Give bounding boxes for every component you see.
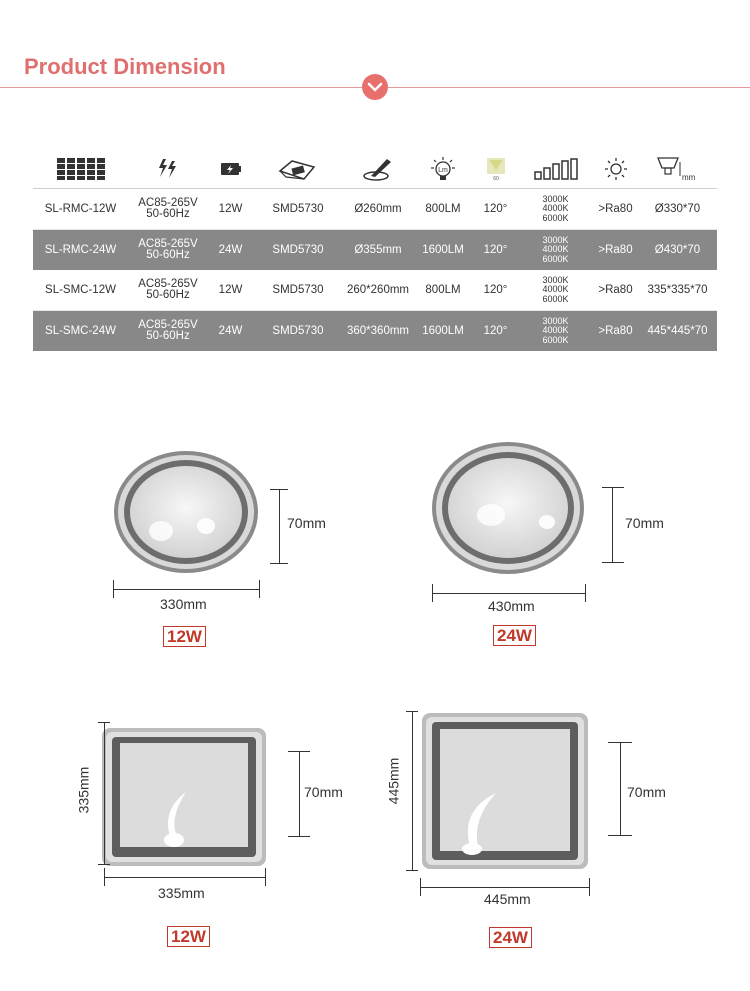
size-cell: Ø260mm <box>354 202 402 215</box>
led-grid-icon <box>33 150 128 188</box>
cct-value: 4000K <box>542 244 569 255</box>
cct-value: 4000K <box>542 203 569 214</box>
round12-watt-label: 12W <box>163 626 206 647</box>
width-marker-right <box>585 584 586 602</box>
height-marker-bottom <box>602 562 624 563</box>
battery-power-icon <box>208 150 253 188</box>
beam-label: 60 <box>492 176 499 182</box>
frequency-cell: 50-60Hz <box>146 330 190 342</box>
dimension-cell: Ø430*70 <box>654 243 701 256</box>
power-cell: 12W <box>218 202 243 215</box>
height-line <box>279 489 280 563</box>
square24-side-label: 445mm <box>385 757 402 805</box>
cct-value: 6000K <box>542 334 569 345</box>
square12-width-label: 335mm <box>158 885 205 901</box>
beam-angle-icon <box>473 150 518 188</box>
lamp-size-icon <box>638 150 717 188</box>
round12-width-label: 330mm <box>160 596 207 612</box>
size-cell: 360*360mm <box>346 324 409 337</box>
lumen-cell: 1600LM <box>422 243 464 256</box>
cct-value: 6000K <box>542 212 569 223</box>
lumen-cell: 800LM <box>425 283 461 296</box>
table-row <box>33 311 717 351</box>
frequency-cell: 50-60Hz <box>146 208 190 220</box>
angle-cell: 120° <box>483 324 508 337</box>
size-cell: 260*260mm <box>346 283 409 296</box>
lumen-bulb-icon <box>413 150 473 188</box>
width-line <box>113 589 260 590</box>
side-marker-bottom <box>406 870 418 871</box>
cct-value: 6000K <box>542 293 569 304</box>
color-temperature-bars-icon <box>518 150 593 188</box>
square24-watt-label: 24W <box>489 927 532 948</box>
width-line <box>420 887 590 888</box>
round24-watt-label: 24W <box>493 625 536 646</box>
voltage-cell: AC85-265V <box>138 197 198 209</box>
dimension-cell: 445*445*70 <box>647 324 708 337</box>
power-cell: 12W <box>218 283 243 296</box>
height-line <box>299 751 300 837</box>
square12-watt-label: 12W <box>167 926 210 947</box>
angle-cell: 120° <box>483 243 508 256</box>
lumen-cell: 800LM <box>425 202 461 215</box>
lumen-cell: 1600LM <box>422 324 464 337</box>
width-marker-right <box>265 868 266 886</box>
cct-value: 3000K <box>542 234 569 245</box>
lumen-label: Lm <box>438 167 448 174</box>
power-cell: 24W <box>218 324 243 337</box>
angle-cell: 120° <box>483 202 508 215</box>
dimension-cell: Ø330*70 <box>654 202 701 215</box>
voltage-cell: AC85-265V <box>138 238 198 250</box>
side-line <box>412 711 413 871</box>
cri-sun-icon <box>593 150 638 188</box>
voltage-cell: AC85-265V <box>138 319 198 331</box>
square12-height-label: 70mm <box>304 784 343 800</box>
height-marker-top <box>602 487 624 488</box>
cri-cell: >Ra80 <box>598 202 633 215</box>
height-marker-bottom <box>270 563 288 564</box>
cct-value: 6000K <box>542 253 569 264</box>
power-cell: 24W <box>218 243 243 256</box>
height-marker-bottom <box>608 835 632 836</box>
model-cell: SL-RMC-12W <box>44 202 117 215</box>
spec-table <box>33 150 717 351</box>
width-line <box>432 593 586 594</box>
size-unit-label: mm <box>681 173 695 182</box>
cri-cell: >Ra80 <box>598 283 633 296</box>
cri-cell: >Ra80 <box>598 243 633 256</box>
chip-cell: SMD5730 <box>272 243 324 256</box>
round-ceiling-light-12w-image <box>111 449 261 575</box>
frequency-cell: 50-60Hz <box>146 289 190 301</box>
cct-value: 3000K <box>542 193 569 204</box>
round24-height-label: 70mm <box>625 515 664 531</box>
square-ceiling-light-12w-image <box>100 726 268 868</box>
chip-cell: SMD5730 <box>272 283 324 296</box>
height-line <box>620 742 621 836</box>
cri-cell: >Ra80 <box>598 324 633 337</box>
table-row <box>33 270 717 311</box>
model-cell: SL-RMC-24W <box>44 243 117 256</box>
chevron-down-icon <box>362 74 388 100</box>
square24-height-label: 70mm <box>627 784 666 800</box>
table-row <box>33 189 717 230</box>
chip-cell: SMD5730 <box>272 202 324 215</box>
width-marker-right <box>259 580 260 598</box>
model-cell: SL-SMC-12W <box>45 283 116 296</box>
table-header <box>33 150 717 189</box>
voltage-icon <box>128 150 208 188</box>
height-line <box>612 487 613 563</box>
frequency-cell: 50-60Hz <box>146 249 190 261</box>
height-marker-bottom <box>288 836 310 837</box>
chip-cell: SMD5730 <box>272 324 324 337</box>
cct-value: 4000K <box>542 284 569 295</box>
dimension-cell: 335*335*70 <box>647 283 708 296</box>
chevron-down-badge <box>362 74 388 100</box>
cct-value: 3000K <box>542 315 569 326</box>
width-marker-right <box>589 878 590 896</box>
square12-side-label: 335mm <box>75 766 92 814</box>
round24-width-label: 430mm <box>488 598 535 614</box>
model-cell: SL-SMC-24W <box>45 324 116 337</box>
side-marker-bottom <box>98 864 110 865</box>
size-cell: Ø355mm <box>354 243 402 256</box>
angle-cell: 120° <box>483 283 508 296</box>
voltage-cell: AC85-265V <box>138 278 198 290</box>
cct-value: 4000K <box>542 325 569 336</box>
diameter-icon <box>343 150 413 188</box>
round-ceiling-light-24w-image <box>429 440 587 576</box>
width-line <box>104 877 266 878</box>
square24-width-label: 445mm <box>484 891 531 907</box>
side-line <box>104 722 105 865</box>
chip-icon <box>253 150 343 188</box>
table-row <box>33 230 717 270</box>
section-title: Product Dimension <box>24 54 226 79</box>
cct-value: 3000K <box>542 274 569 285</box>
round12-height-label: 70mm <box>287 515 326 531</box>
square-ceiling-light-24w-image <box>420 711 590 871</box>
